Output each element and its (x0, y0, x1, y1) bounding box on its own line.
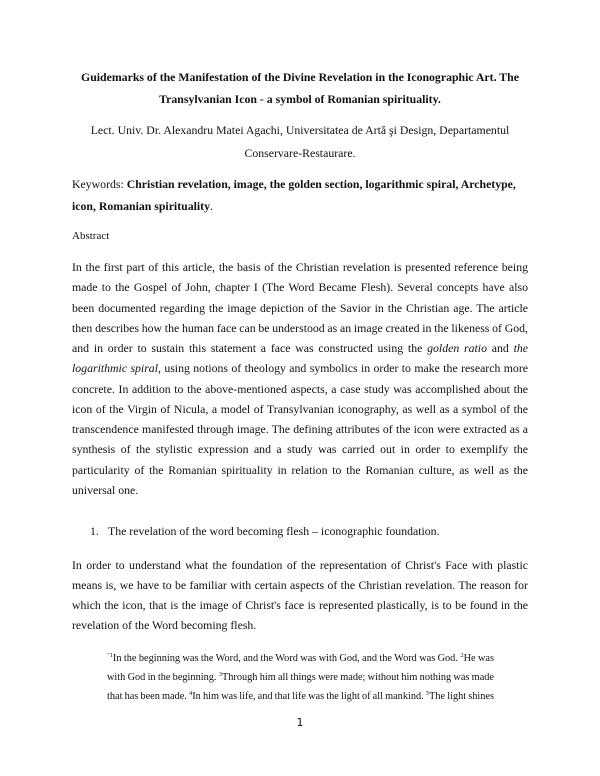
abstract-line (72, 341, 528, 356)
keywords-end: . (209, 199, 213, 213)
quote-line (107, 671, 494, 684)
abstract-line: particularity of the Romanian spirituality in relation to the Romanian culture, as well as the (72, 463, 528, 477)
abstract-line: made to the Gospel of John, chapter I (The Word Became Flesh). Several concepts have also (72, 280, 528, 294)
abstract-line: icon of the Virgin of Nicula, a model of Transylvanian iconography, as well as a symbol of the (72, 402, 528, 416)
text: He was (463, 653, 494, 664)
abstract-line: synthesis of the stylistic expression and a study was carried out in order to exemplify the (72, 442, 528, 456)
abstract-heading: Abstract (72, 230, 110, 242)
keywords-line-1 (72, 177, 528, 192)
keywords-text: Christian revelation, image, the golden section, logarithmic spiral, Archetype, (126, 177, 516, 191)
text: that has been made. (107, 691, 189, 702)
verse-number: 2 (460, 652, 464, 659)
verse-number: 3 (218, 671, 222, 678)
verse-number: 4 (189, 690, 193, 697)
author-line-2: Conservare-Restaurare. (244, 146, 356, 160)
paragraph-line: which the icon, that is the image of Christ's face is represented plastically, is to be found in the (72, 598, 528, 612)
keywords-line-2 (72, 199, 528, 214)
text: and in order to sustain this statement a face was constructed using the (72, 341, 428, 355)
italic-term: logarithmic spiral (72, 361, 158, 375)
text: and (486, 341, 514, 355)
abstract-line: then describes how the human face can be understood as an image created in the likeness of God, (72, 321, 528, 335)
text: Through him all things were made; without him nothing was made (221, 672, 494, 683)
abstract-line: been documented regarding the image depiction of the Savior in the Christian age. The article (72, 301, 528, 315)
section-heading: The revelation of the word becoming flesh – iconographic foundation. (108, 524, 440, 538)
paragraph-line: revelation of the Word becoming flesh. (72, 618, 257, 632)
quote-line (107, 690, 494, 703)
verse-number: "1 (107, 652, 113, 659)
paragraph-line: In order to understand what the foundation of the representation of Christ's Face with plastic (72, 558, 528, 572)
text: The light shines (429, 691, 494, 702)
verse-number: 5 (425, 690, 430, 697)
quote-line (107, 652, 494, 665)
text: In him was life, and that life was the light of all mankind. (192, 691, 426, 702)
italic-term: the (513, 341, 528, 355)
abstract-line: transcendence manifested through image. The defining attributes of the icon were extracted as a (72, 422, 528, 436)
page-number: 1 (296, 716, 304, 729)
keywords-text-2: icon, Romanian spirituality (72, 199, 210, 213)
abstract-line: In the first part of this article, the basis of the Christian revelation is presented reference being (72, 260, 528, 274)
title-line-1: Guidemarks of the Manifestation of the Divine Revelation in the Iconographic Art. The (81, 70, 519, 84)
text: with God in the beginning. (107, 672, 219, 683)
abstract-line: concrete. In addition to the above-mentioned aspects, a case study was accomplished about the (72, 382, 528, 396)
text: In the beginning was the Word, and the Word was with God, and the Word was God. (112, 653, 461, 664)
text: , using notions of theology and symbolics in order to make the research more (157, 361, 528, 375)
paragraph-line: means is, we have to be familiar with certain aspects of the Christian revelation. The reason for (72, 578, 528, 592)
author-line-1: Lect. Univ. Dr. Alexandru Matei Agachi, Universitatea de Artă şi Design, Departamentul (90, 123, 510, 137)
title-line-2: Transylvanian Icon - a symbol of Romanian spirituality. (159, 92, 441, 106)
abstract-line (72, 361, 528, 376)
section-number: 1. (90, 524, 99, 538)
keywords-label: Keywords: (72, 177, 127, 191)
abstract-line: universal one. (72, 483, 139, 497)
italic-term: golden ratio (427, 341, 487, 355)
